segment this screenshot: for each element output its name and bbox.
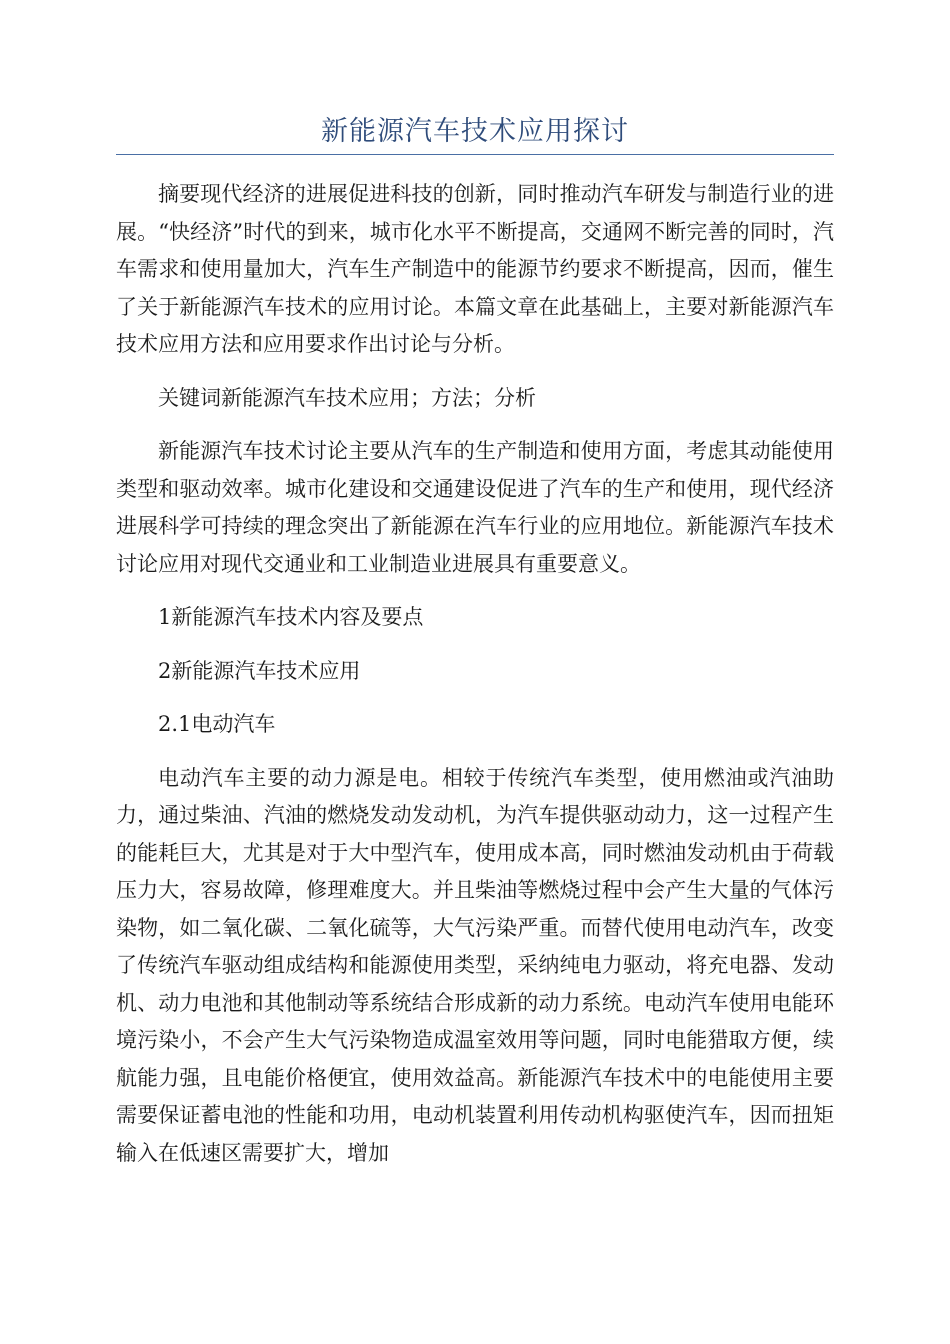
section-heading-1: 1新能源汽车技术内容及要点 [158,605,424,629]
subsection-heading-2-1: 2.1电动汽车 [158,712,276,736]
keywords-paragraph: 关键词新能源汽车技术应用；方法；分析 [158,385,536,410]
title-underline [116,154,834,155]
intro-paragraph: 新能源汽车技术讨论主要从汽车的生产制造和使用方面，考虑其动能使用类型和驱动效率。城市化建设和交通建设促进了汽车的生产和使用，现代经济进展科学可持续的理念突出了新能源在汽车行业的应用地位。新能源汽车技术讨论应用对现代交通业和工业制造业进展具有重要意义。 [116,439,834,576]
electric-vehicle-paragraph: 电动汽车主要的动力源是电。相较于传统汽车类型，使用燃油或汽油助力，通过柴油、汽油的燃烧发动发动机，为汽车提供驱动动力，这一过程产生的能耗巨大，尤其是对于大中型汽车，使用成本高，同时燃油发动机由于荷载压力大，容易故障，修理难度大。并且柴油等燃烧过程中会产生大量的气体污染物，如二氧化碳、二氧化硫等，大气污染严重。而替代使用电动汽车，改变了传统汽车驱动组成结构和能源使用类型，采纳纯电力驱动，将充电器、发动机、动力电池和其他制动等系统结合形成新的动力系统。电动汽车使用电能环境污染小，不会产生大气污染物造成温室效用等问题，同时电能猎取方便，续航能力强，且电能价格便宜，使用效益高。新能源汽车技术中的电能使用主要需要保证蓄电池的性能和功用，电动机装置利用传动机构驱使汽车，因而扭矩输入在低速区需要扩大，增加 [116,765,834,1165]
document-title: 新能源汽车技术应用探讨 [321,116,629,147]
document-body [116,176,834,1188]
section-heading-2: 2新能源汽车技术应用 [158,658,361,683]
abstract-paragraph: 摘要现代经济的进展促进科技的创新，同时推动汽车研发与制造行业的进展。“快经济”时代的到来，城市化水平不断提高，交通网不断完善的同时，汽车需求和使用量加大，汽车生产制造中的能源节约要求不断提高，因而，催生了关于新能源汽车技术的应用讨论。本篇文章在此基础上，主要对新能源汽车技术应用方法和应用要求作出讨论与分析。 [116,182,834,356]
